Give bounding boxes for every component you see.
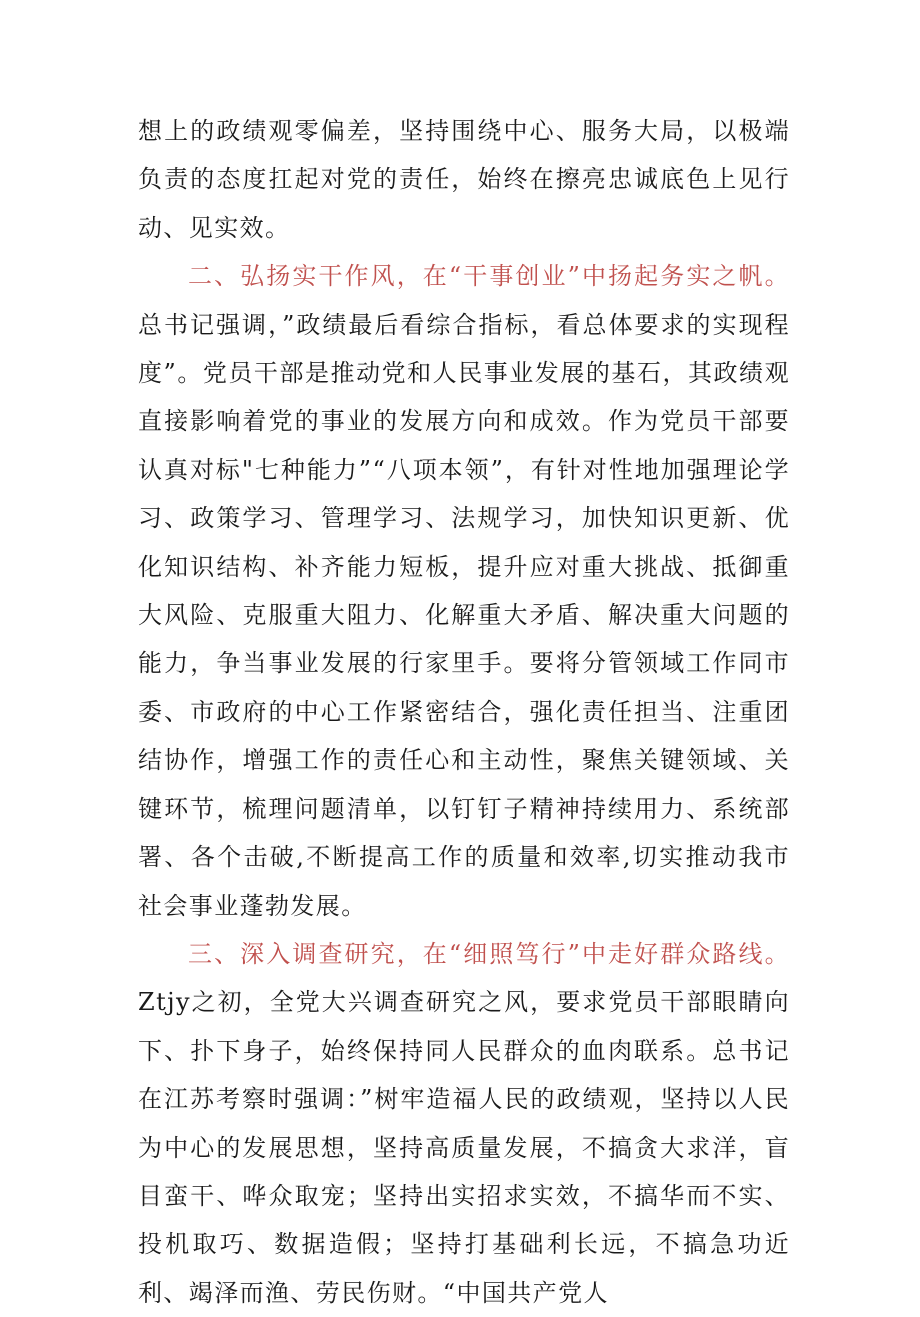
- paragraph-2-body: 总书记强调，”政绩最后看综合指标，看总体要求的实现程度”。党员干部是推动党和人民事业发展的基石，其政绩观直接影响着党的事业的发展方向和成效。作为党员干部要认真对标"七种能力”“八项本领”，有针对性地加强理论学习、政策学习、管理学习、法规学习，加快知识更新、优化知识结构、补齐能力短板，提升应对重大挑战、抵御重大风险、克服重大阻力、化解重大矛盾、解决重大问题的能力，争当事业发展的行家里手。要将分管领域工作同市委、市政府的中心工作紧密结合，强化责任担当、注重团结协作，增强工作的责任心和主动性，聚焦关键领域、关键环节，梳理问题清单，以钉钉子精神持续用力、系统部署、各个击破,不断提高工作的质量和效率,切实推动我市社会事业蓬勃发展。: [138, 310, 790, 920]
- paragraph-2: [138, 252, 790, 930]
- section-3-heading: 三、深入调查研究，在“细照笃行”中走好群众路线。: [188, 939, 790, 968]
- paragraph-1-body: 想上的政绩观零偏差，坚持围绕中心、服务大局，以极端负责的态度扛起对党的责任，始终在擦亮忠诚底色上见行动、见实效。: [138, 117, 790, 242]
- paragraph-3: [138, 930, 790, 1317]
- paragraph-3-body: Ztjy之初，全党大兴调查研究之风，要求党员干部眼睛向下、扑下身子，始终保持同人民群众的血肉联系。总书记在江苏考察时强调：”树牢造福人民的政绩观，坚持以人民为中心的发展思想，坚持高质量发展，不搞贪大求洋，盲目蛮干、哗众取宠；坚持出实招求实效，不搞华而不实、投机取巧、数据造假；坚持打基础利长远，不搞急功近利、竭泽而渔、劳民伤财。“中国共产党人: [138, 988, 790, 1307]
- document-page: [138, 107, 790, 1317]
- section-2-heading: 二、弘扬实干作风，在“干事创业”中扬起务实之帆。: [188, 262, 790, 291]
- paragraph-1: [138, 107, 790, 252]
